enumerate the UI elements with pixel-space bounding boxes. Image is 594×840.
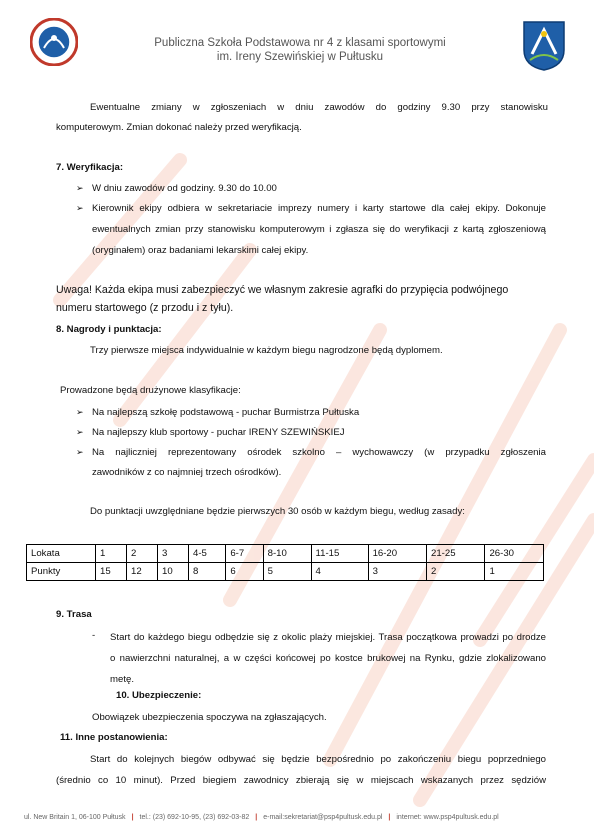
table-cell: 15 [96, 563, 127, 581]
table-row [27, 563, 544, 581]
footer-separator: | [131, 814, 134, 821]
footer-address: ul. New Britain 1, 06-100 Pułtusk [24, 814, 126, 821]
table-cell: 3 [368, 563, 426, 581]
table-row [27, 545, 544, 563]
table-cell: 1 [96, 545, 127, 563]
table-header-cell: Lokata [27, 545, 96, 563]
table-cell: 2 [127, 545, 158, 563]
table-cell: 6-7 [226, 545, 263, 563]
footer-website[interactable]: internet: www.psp4pultusk.edu.pl [396, 814, 499, 821]
table-cell: 12 [127, 563, 158, 581]
section-10-title: 10. Ubezpieczenie: [116, 690, 202, 701]
changes-note: Ewentualne zmiany w zgłoszeniach w dniu zawodów do godziny 9.30 przy stanowisku [90, 102, 548, 113]
footer-email[interactable]: e-mail:sekretariat@psp4pultusk.edu.pl [263, 814, 383, 821]
changes-note-2: komputerowym. Zmian dokonać należy przed weryfikacją. [56, 122, 302, 133]
section-11-body: Start do kolejnych biegów odbywać się będzie bezpośrednio po zakończeniu biegu poprzedniego (średnio co 10 minut). Przed biegiem zawodnicy zbierają się w miejscach wskazanych przez sędziów [56, 754, 546, 786]
list-item: ➢ Kierownik ekipy odbiera w sekretariacie imprezy numery i karty startowe dla całej ekipy. Dokonuje ewentualnych zmian przy stanowisku komputerowym i zgłasza się do weryfikacji z kartą zgłoszeniową (oryginałem) oraz badaniami lekarskimi całej ekipy. [76, 200, 546, 260]
list-item: ➢ Na najliczniej reprezentowany ośrodek szkolno – wychowawczy (w przypadku zgłoszenia zawodników z co najmniej trzech ośrodków). [76, 444, 546, 484]
header-title [120, 36, 480, 64]
arrow-bullet-icon: ➢ [76, 203, 84, 213]
header-title-line1: Publiczna Szkoła Podstawowa nr 4 z klasami sportowymi [154, 37, 446, 49]
table-cell: 10 [158, 563, 189, 581]
table-cell: 21-25 [427, 545, 485, 563]
section-9-dash: - [92, 630, 96, 641]
arrow-bullet-icon: ➢ [76, 407, 84, 417]
arrow-bullet-icon: ➢ [76, 183, 84, 193]
arrow-bullet-icon: ➢ [76, 427, 84, 437]
footer [24, 814, 572, 821]
table-cell: 11-15 [311, 545, 368, 563]
table-cell: 8-10 [263, 545, 311, 563]
section-11-title: 11. Inne postanowienia: [60, 732, 168, 743]
table-cell: 1 [485, 563, 544, 581]
section-8-title: 8. Nagrody i punktacja: [56, 324, 162, 335]
table-header-cell: Punkty [27, 563, 96, 581]
school-logo-left [30, 18, 78, 66]
section-10-body: Obowiązek ubezpieczenia spoczywa na zgłaszających. [92, 712, 327, 723]
section-9-title: 9. Trasa [56, 609, 92, 620]
table-cell: 6 [226, 563, 263, 581]
section-8-p3: Do punktacji uwzględniane będzie pierwszych 30 osób w każdym biegu, według zasady: [90, 506, 465, 517]
table-cell: 26-30 [485, 545, 544, 563]
warning-note: Uwaga! Każda ekipa musi zabezpieczyć we własnym zakresie agrafki do przypięcia podwójnego numeru startowego (z przodu i z tyłu). [56, 284, 509, 314]
town-crest-right [522, 20, 566, 72]
school-emblem-icon [30, 18, 78, 66]
footer-phone: tel.: (23) 692-10-95, (23) 692-03-82 [139, 814, 250, 821]
table-cell: 3 [158, 545, 189, 563]
table-cell: 4 [311, 563, 368, 581]
section-8-p2: Prowadzone będą drużynowe klasyfikacje: [60, 385, 241, 396]
table-cell: 16-20 [368, 545, 426, 563]
arrow-bullet-icon: ➢ [76, 447, 84, 457]
section-8-p1: Trzy pierwsze miejsca indywidualnie w każdym biegu nagrodzone będą dyplomem. [90, 345, 443, 356]
footer-separator: | [255, 814, 258, 821]
table-cell: 2 [427, 563, 485, 581]
header-title-line2: im. Ireny Szewińskiej w Pułtusku [216, 51, 384, 63]
section-9-body: Start do każdego biegu odbędzie się z okolic plaży miejskiej. Trasa początkowa prowadzi po drodze o nawierzchni naturalnej, a w części końcowej po kostce brukowej na Rynku, gdzie zlokalizowano metę. [110, 632, 546, 685]
crest-icon [522, 20, 566, 72]
scoring-table [26, 544, 544, 581]
section-7-title: 7. Weryfikacja: [56, 162, 124, 173]
table-cell: 5 [263, 563, 311, 581]
table-cell: 8 [189, 563, 226, 581]
table-cell: 4-5 [189, 545, 226, 563]
footer-separator: | [388, 814, 391, 821]
